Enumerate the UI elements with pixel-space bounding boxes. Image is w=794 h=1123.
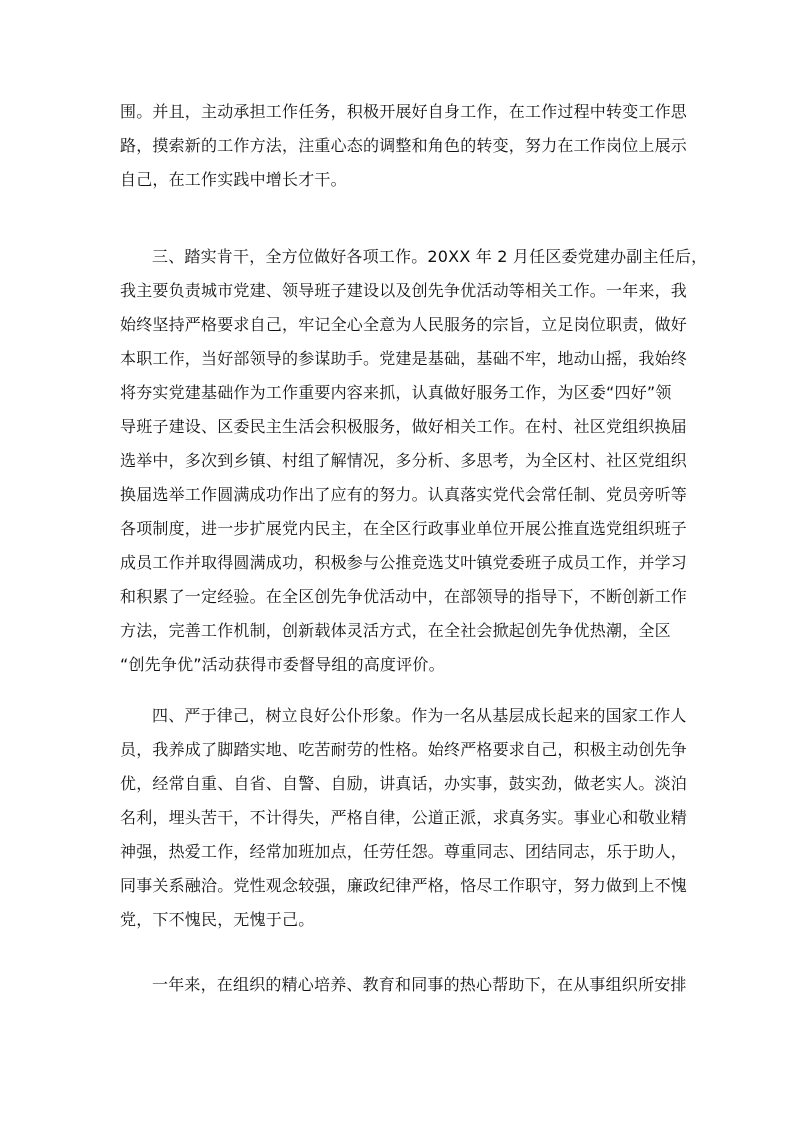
paragraph-summary: [120, 968, 687, 1002]
text-line: 神强，热爱工作，经常加班加点，任劳任怨。尊重同志、团结同志，乐于助人，: [120, 842, 688, 861]
text-line: 成员工作并取得圆满成功，积极参与公推竞选艾叶镇党委班子成员工作，并学习: [120, 553, 688, 572]
text-line: 换届选举工作圆满成功作出了应有的努力。认真落实党代会常任制、党员旁听等: [120, 485, 688, 504]
paragraph-section-three: [120, 240, 708, 682]
text-line: 将夯实党建基础作为工作重要内容来抓，认真做好服务工作，为区委“四好”领: [120, 383, 672, 402]
text-line: 四、严于律己，树立良好公仆形象。作为一名从基层成长起来的国家工作人: [152, 706, 687, 725]
text-line: 优，经常自重、自省、自警、自励，讲真话，办实事，鼓实劲，做老实人。淡泊: [120, 774, 688, 793]
text-line: 名利，埋头苦干，不计得失，严格自律，公道正派，求真务实。事业心和敬业精: [120, 808, 688, 827]
text-line: 自己，在工作实践中增长才干。: [120, 170, 347, 189]
text-line: 路，摸索新的工作方法，注重心态的调整和角色的转变，努力在工作岗位上展示: [120, 136, 688, 155]
paragraph-section-four: [120, 699, 688, 937]
text-line: 始终坚持严格要求自己，牢记全心全意为人民服务的宗旨，立足岗位职责，做好: [120, 315, 688, 334]
text-line: 党，下不愧民，无愧于己。: [120, 910, 315, 929]
text-line: 我主要负责城市党建、领导班子建设以及创先争优活动等相关工作。一年来，我: [120, 281, 688, 300]
text-line: 员，我养成了脚踏实地、吃苦耐劳的性格。始终严格要求自己，积极主动创先争: [120, 740, 688, 759]
text-line: 各项制度，进一步扩展党内民主，在全区行政事业单位开展公推直选党组织班子: [120, 519, 688, 538]
text-line: 方法，完善工作机制，创新载体灵活方式，在全社会掀起创先争优热潮，全区: [120, 621, 671, 640]
text-line: 同事关系融洽。党性观念较强，廉政纪律严格，恪尽工作职守，努力做到上不愧: [120, 876, 688, 895]
text-line: 本职工作，当好部领导的参谋助手。党建是基础，基础不牢，地动山摇，我始终: [120, 349, 688, 368]
text-line: 选举中，多次到乡镇、村组了解情况，多分析、多思考，为全区村、社区党组织: [120, 451, 688, 470]
text-line: 和积累了一定经验。在全区创先争优活动中，在部领导的指导下，不断创新工作: [120, 587, 688, 606]
paragraph-continuation: [120, 95, 688, 197]
text-line: “创先争优”活动获得市委督导组的高度评价。: [120, 655, 445, 674]
text-line: 三、踏实肯干，全方位做好各项工作。20XX 年 2 月任区委党建办副主任后，: [152, 247, 708, 266]
text-line: 围。并且，主动承担工作任务，积极开展好自身工作，在工作过程中转变工作思: [120, 102, 688, 121]
text-line: 导班子建设、区委民主生活会积极服务，做好相关工作。在村、社区党组织换届: [120, 417, 688, 436]
text-line: 一年来，在组织的精心培养、教育和同事的热心帮助下，在从事组织所安排: [152, 975, 687, 994]
